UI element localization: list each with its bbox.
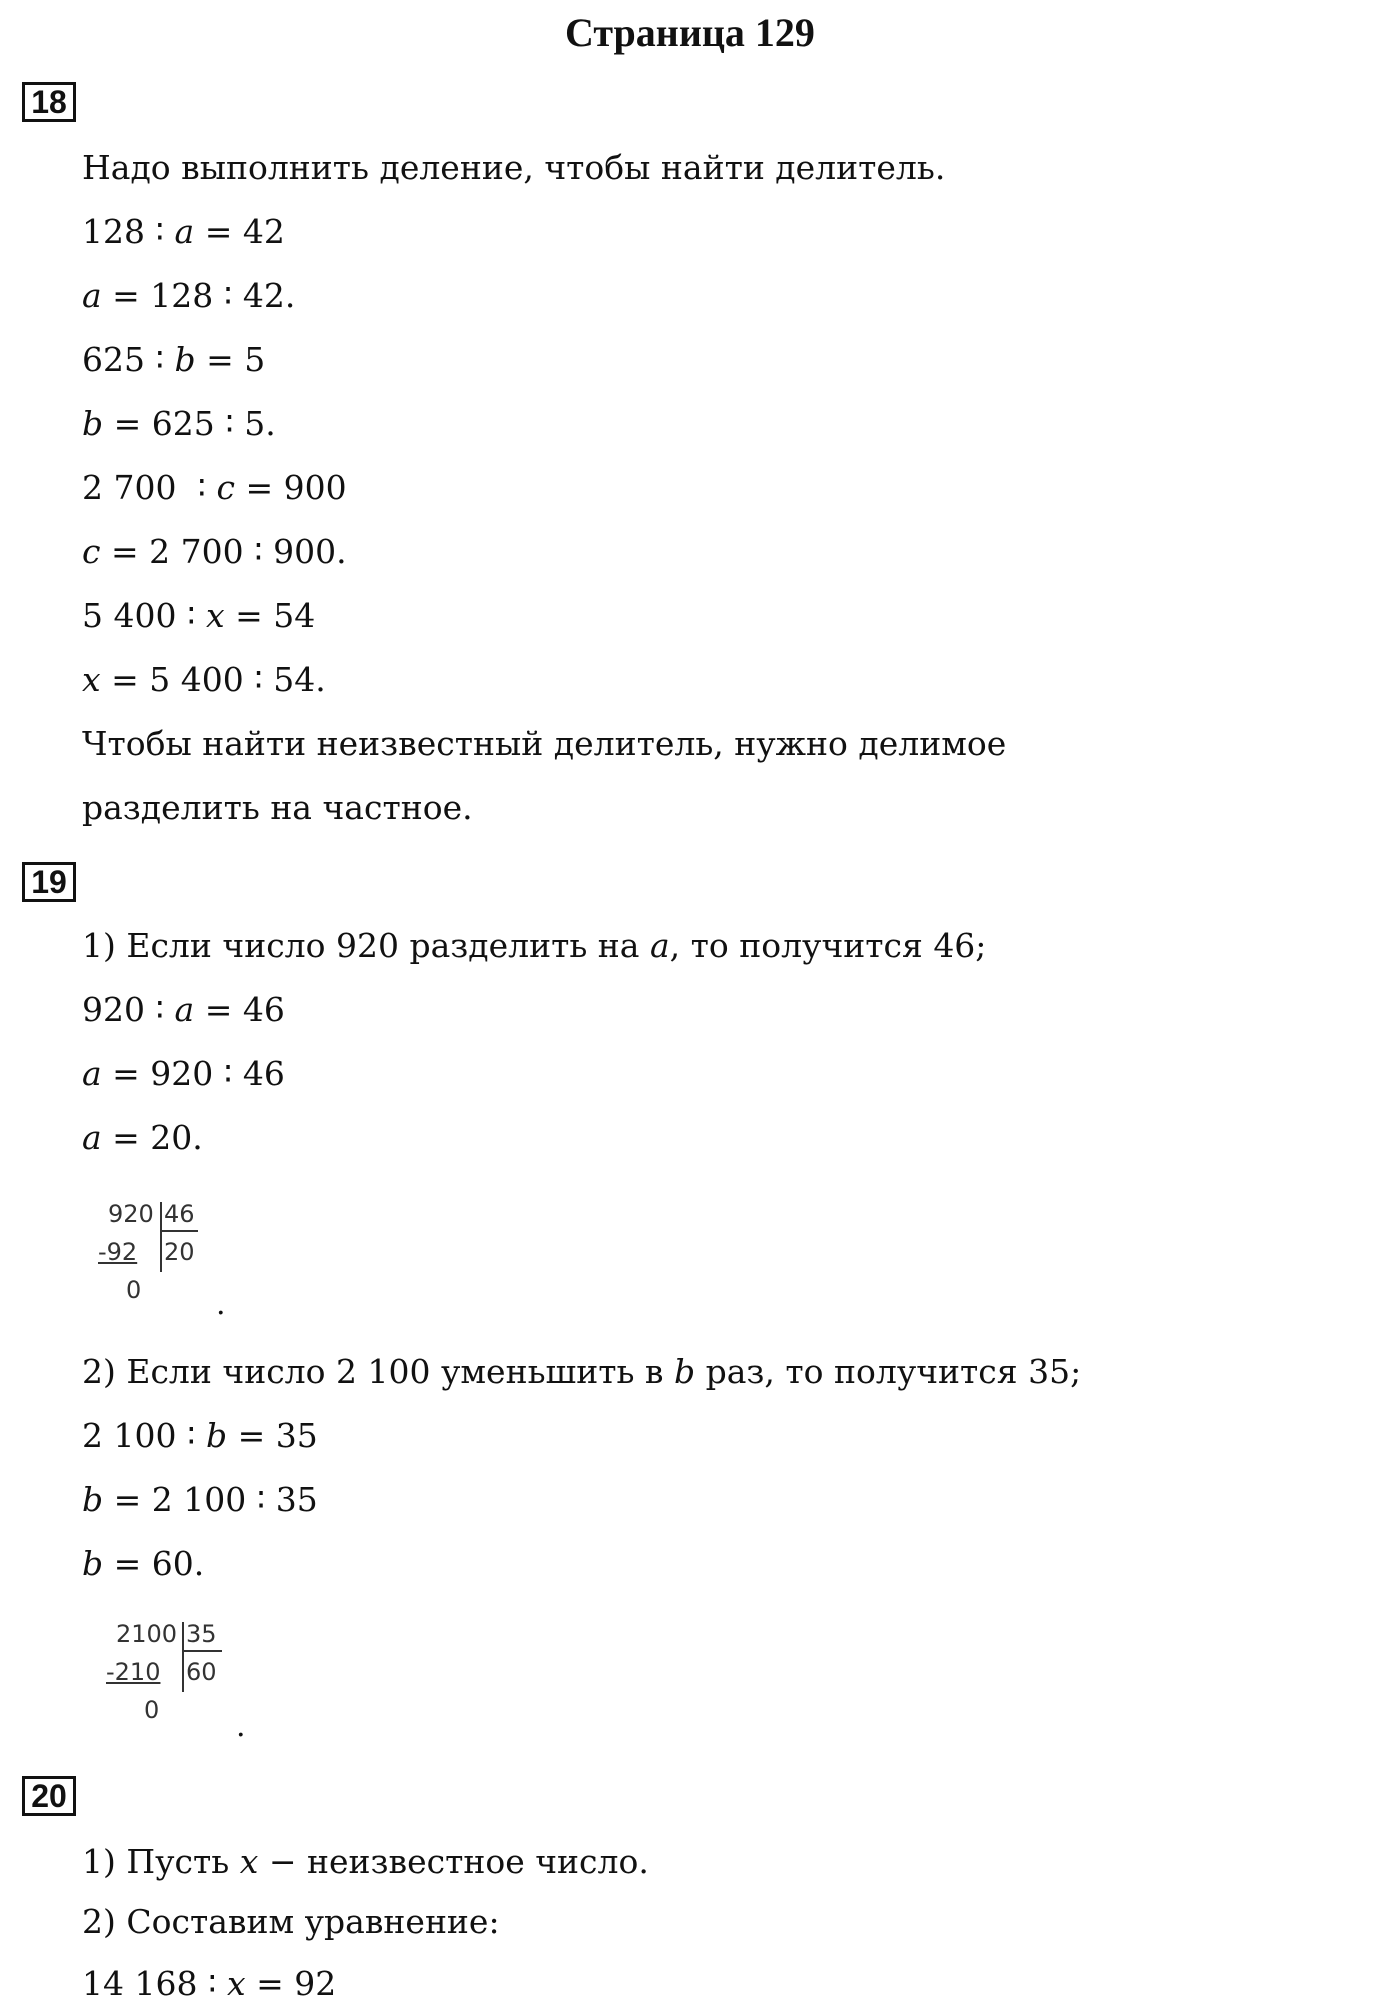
division-divisor: 35 [186, 1620, 217, 1648]
equation-line: 𝑥 = 5 400 ∶ 54. [82, 660, 326, 699]
division-remainder: 0 [126, 1276, 142, 1304]
task-number-badge: 19 [22, 862, 76, 902]
equation-line: 𝑐 = 2 700 ∶ 900. [82, 532, 347, 571]
division-quotient: 20 [164, 1238, 195, 1266]
long-division [96, 1200, 216, 1304]
division-bar [160, 1202, 162, 1272]
equation-line: 625 ∶ 𝑏 = 5 [82, 340, 266, 379]
page-title: Страница 129 [565, 10, 815, 55]
text-line: Чтобы найти неизвестный делитель, нужно делимое [82, 724, 1007, 763]
equation-line: 920 ∶ 𝑎 = 46 [82, 990, 285, 1029]
equation-line: 𝑏 = 60. [82, 1544, 205, 1583]
trailing-dot: . [216, 1287, 226, 1322]
task-number-badge: 20 [22, 1776, 76, 1816]
equation-line: 5 400 ∶ 𝑥 = 54 [82, 596, 316, 635]
division-dividend: 2100 [116, 1620, 178, 1648]
division-bar [160, 1230, 198, 1232]
text-line: 2) Составим уравнение: [82, 1902, 500, 1941]
text-line: Надо выполнить деление, чтобы найти делитель. [82, 148, 946, 187]
task-number-badge: 18 [22, 82, 76, 122]
division-divisor: 46 [164, 1200, 195, 1228]
division-subtrahend: -92 [98, 1238, 138, 1266]
trailing-dot: . [236, 1709, 246, 1744]
text-line: 1) Пусть 𝑥 − неизвестное число. [82, 1842, 649, 1881]
equation-line: 𝑎 = 20. [82, 1118, 203, 1157]
long-division [104, 1620, 244, 1724]
equation-line: 𝑎 = 920 ∶ 46 [82, 1054, 285, 1093]
equation-line: 𝑏 = 625 ∶ 5. [82, 404, 276, 443]
division-bar [182, 1650, 222, 1652]
division-dividend: 920 [108, 1200, 154, 1228]
equation-line: 𝑎 = 128 ∶ 42. [82, 276, 296, 315]
division-subtrahend: -210 [106, 1658, 161, 1686]
division-remainder: 0 [144, 1696, 160, 1724]
equation-line: 2 100 ∶ 𝑏 = 35 [82, 1416, 318, 1455]
text-line: разделить на частное. [82, 788, 473, 827]
text-line: 2) Если число 2 100 уменьшить в 𝑏 раз, то получится 35; [82, 1352, 1082, 1391]
equation-line: 14 168 ∶ 𝑥 = 92 [82, 1964, 337, 2003]
text-line: 1) Если число 920 разделить на 𝑎, то получится 46; [82, 926, 987, 965]
division-bar [182, 1622, 184, 1692]
equation-line: 𝑏 = 2 100 ∶ 35 [82, 1480, 318, 1519]
division-quotient: 60 [186, 1658, 217, 1686]
equation-line: 128 ∶ 𝑎 = 42 [82, 212, 285, 251]
equation-line: 2 700 ∶ 𝑐 = 900 [82, 468, 347, 507]
